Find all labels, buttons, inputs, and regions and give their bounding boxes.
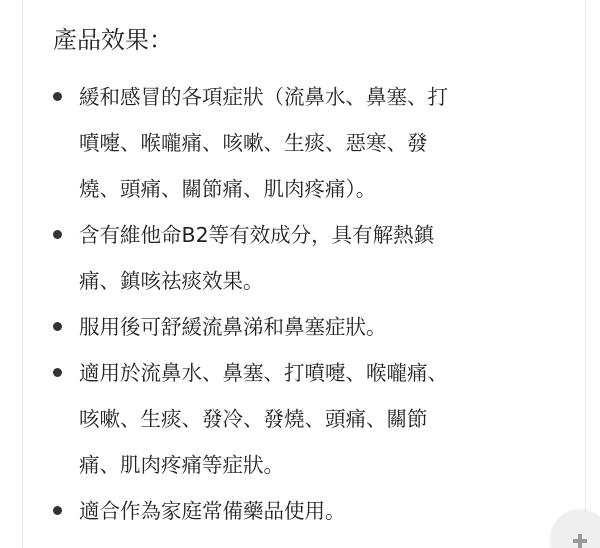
section-heading: 產品效果：: [53, 26, 173, 54]
list-item-line: 燒、頭痛、關節痛、肌肉疼痛）。: [79, 177, 377, 201]
effects-list: [53, 74, 553, 534]
content-right-border: [585, 0, 586, 548]
list-item-line: 適用於流鼻水、鼻塞、打噴嚏、喉嚨痛、: [79, 361, 448, 385]
list-item: [53, 74, 553, 212]
list-item-line: 含有維他命B2等有效成分，具有解熱鎮: [79, 223, 435, 247]
list-item-line: 痛、鎮咳祛痰效果。: [79, 269, 264, 293]
list-item: [53, 488, 553, 534]
list-item-line: 緩和感冒的各項症狀（流鼻水、鼻塞、打: [79, 85, 448, 109]
bullet-icon: [53, 92, 62, 101]
content-left-border: [22, 0, 23, 548]
list-item-line: 服用後可舒緩流鼻涕和鼻塞症狀。: [79, 315, 387, 339]
list-item-line: 適合作為家庭常備藥品使用。: [79, 499, 346, 523]
list-item: [53, 212, 553, 304]
floating-add-button[interactable]: [551, 510, 600, 548]
bullet-icon: [53, 506, 62, 515]
bullet-icon: [53, 368, 62, 377]
list-item: [53, 304, 553, 350]
article-content: [53, 18, 553, 534]
list-item-line: 噴嚏、喉嚨痛、咳嗽、生痰、惡寒、發: [79, 131, 428, 155]
bullet-icon: [53, 230, 62, 239]
list-item-line: 咳嗽、生痰、發冷、發燒、頭痛、關節: [79, 407, 428, 431]
list-item: [53, 350, 553, 488]
list-item-line: 痛、肌肉疼痛等症狀。: [79, 453, 284, 477]
plus-icon: [573, 539, 587, 543]
bullet-icon: [53, 322, 62, 331]
